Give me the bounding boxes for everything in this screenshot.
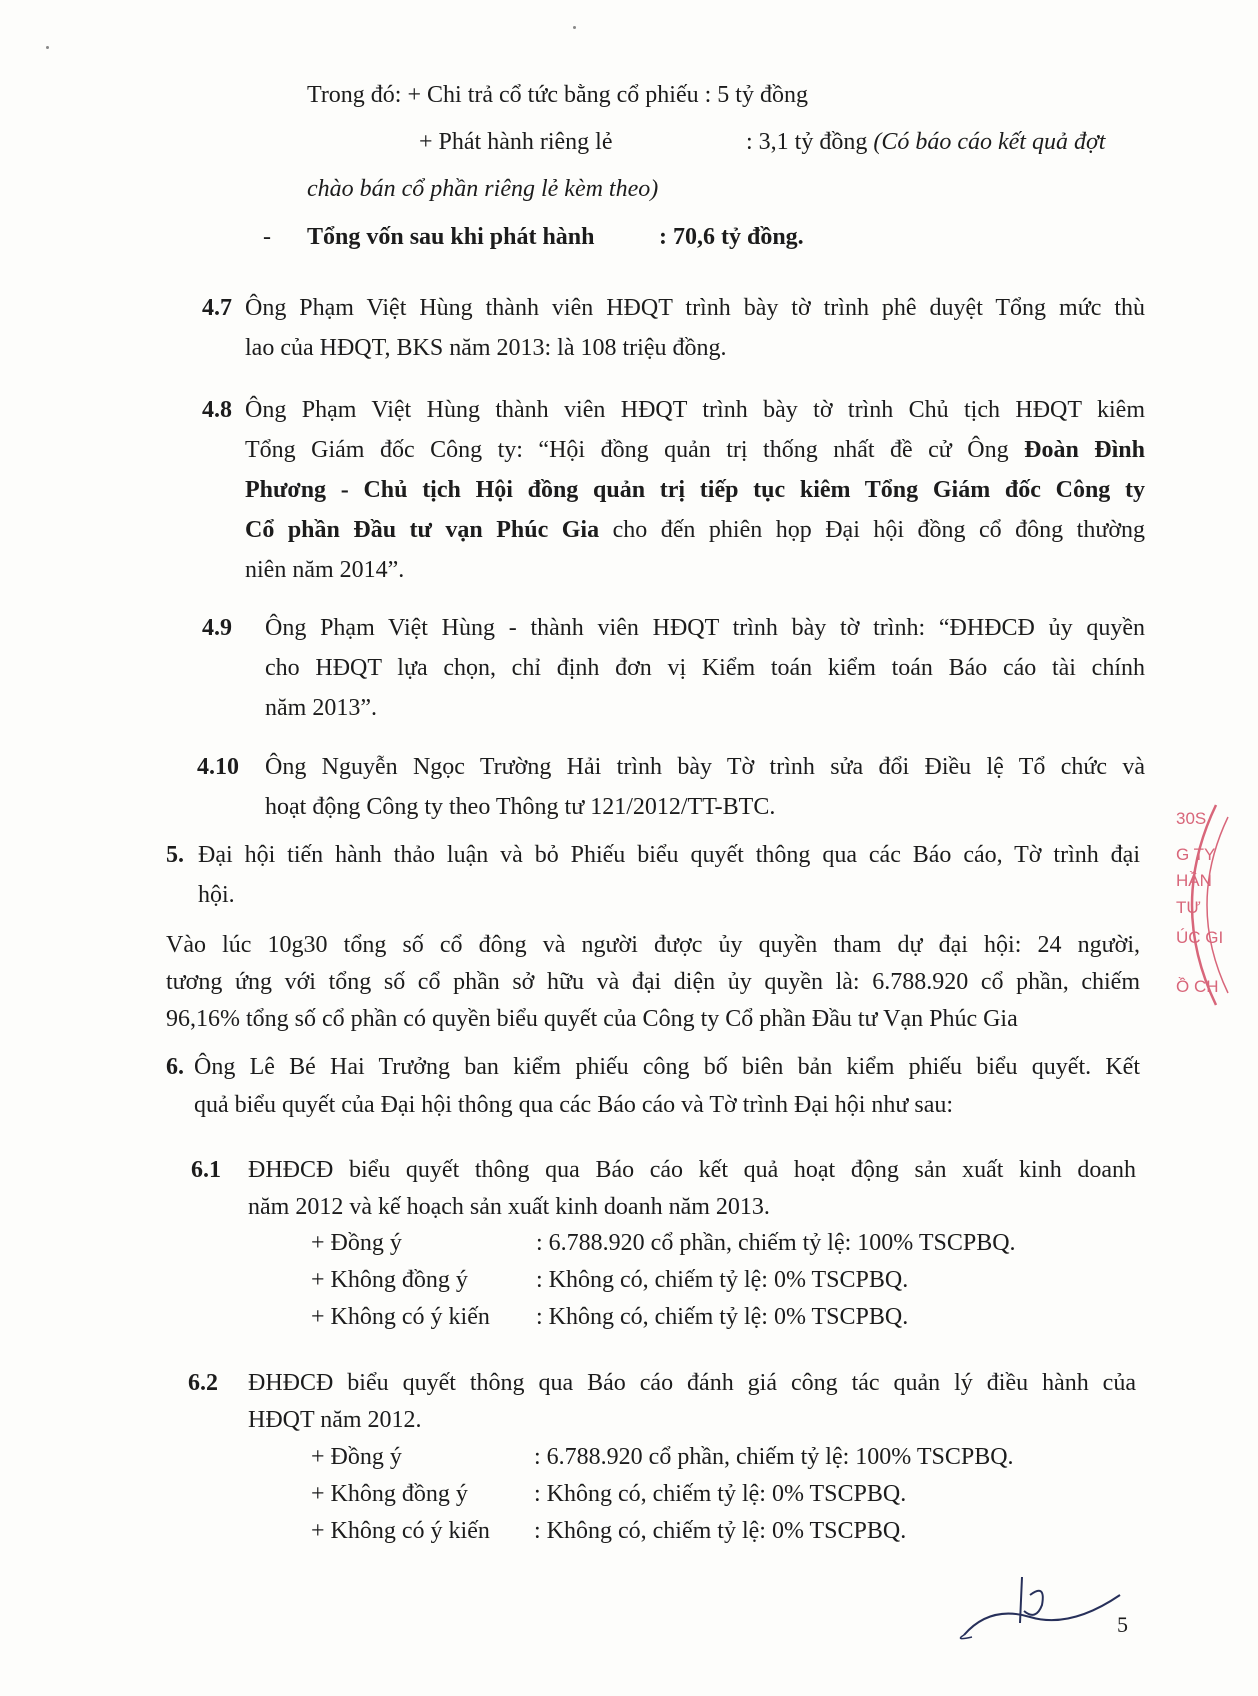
text-line: Ông Lê Bé Hai Trưởng ban kiểm phiếu công bố biên bản kiểm phiếu biểu quyết. Kết	[194, 1054, 1140, 1080]
scan-speck	[46, 46, 49, 49]
item-number: 4.10	[197, 754, 239, 780]
text-line: chào bán cổ phần riêng lẻ kèm theo)	[307, 176, 659, 202]
stamp-text: 30S	[1176, 809, 1207, 828]
text-line: quả biểu quyết của Đại hội thông qua các Báo cáo và Tờ trình Đại hội như sau:	[194, 1092, 954, 1118]
stamp-text: TƯ	[1176, 898, 1201, 917]
text-line: Ông Phạm Việt Hùng thành viên HĐQT trình bày tờ trình phê duyệt Tổng mức thù	[245, 295, 1145, 321]
vote-label: + Đồng ý	[311, 1444, 402, 1470]
text-line: Tổng vốn sau khi phát hành	[307, 224, 595, 250]
page-number: 5	[1117, 1612, 1128, 1637]
text-line: : 3,1 tỷ đồng (Có báo cáo kết quả đợt	[746, 129, 1106, 155]
text-line: : 70,6 tỷ đồng.	[659, 224, 804, 250]
text-line: ĐHĐCĐ biểu quyết thông qua Báo cáo đánh giá công tác quản lý điều hành của	[248, 1370, 1136, 1396]
vote-value: : Không có, chiếm tỷ lệ: 0% TSCPBQ.	[534, 1481, 907, 1507]
text-line: Ông Phạm Việt Hùng - thành viên HĐQT trình bày tờ trình: “ĐHĐCĐ ủy quyền	[265, 615, 1145, 641]
vote-label: + Không đồng ý	[311, 1481, 468, 1507]
text-line: Trong đó: + Chi trả cổ tức bằng cổ phiếu : 5 tỷ đồng	[307, 82, 808, 108]
stamp-text: Ồ CH	[1176, 977, 1219, 996]
list-dash: -	[263, 224, 271, 250]
text-line: 96,16% tổng số cổ phần có quyền biểu quyết của Công ty Cổ phần Đầu tư Vạn Phúc Gia	[166, 1006, 1018, 1032]
text-line: năm 2012 và kế hoạch sản xuất kinh doanh năm 2013.	[248, 1194, 770, 1220]
vote-label: + Đồng ý	[311, 1230, 402, 1256]
stamp-text: HẦN	[1176, 871, 1212, 890]
text-line: cho HĐQT lựa chọn, chỉ định đơn vị Kiểm toán kiểm toán Báo cáo tài chính	[265, 655, 1145, 681]
text-line: Ông Nguyễn Ngọc Trường Hải trình bày Tờ trình sửa đổi Điều lệ Tổ chức và	[265, 754, 1145, 780]
company-stamp	[1168, 795, 1228, 1015]
text-line: HĐQT năm 2012.	[248, 1407, 422, 1433]
text-line: Vào lúc 10g30 tổng số cổ đông và người được ủy quyền tham dự đại hội: 24 người,	[166, 932, 1140, 958]
text-line: lao của HĐQT, BKS năm 2013: là 108 triệu đồng.	[245, 335, 727, 361]
vote-value: : 6.788.920 cổ phần, chiếm tỷ lệ: 100% TSCPBQ.	[534, 1444, 1014, 1470]
item-number: 6.	[166, 1054, 184, 1080]
stamp-text: G TY	[1176, 845, 1216, 864]
text-line: + Phát hành riêng lẻ	[419, 129, 613, 155]
vote-value: : Không có, chiếm tỷ lệ: 0% TSCPBQ.	[536, 1304, 909, 1330]
text-line: hội.	[198, 882, 235, 908]
vote-label: + Không có ý kiến	[311, 1304, 490, 1330]
item-number: 6.1	[191, 1157, 221, 1183]
vote-label: + Không có ý kiến	[311, 1518, 490, 1544]
item-number: 4.8	[202, 397, 232, 423]
text-line: tương ứng với tổng số cổ phần sở hữu và đại diện ủy quyền là: 6.788.920 cổ phần, chiếm	[166, 969, 1140, 995]
text-line: Phương - Chủ tịch Hội đồng quản trị tiếp tục kiêm Tổng Giám đốc Công ty	[245, 477, 1145, 503]
vote-value: : Không có, chiếm tỷ lệ: 0% TSCPBQ.	[534, 1518, 907, 1544]
vote-value: : Không có, chiếm tỷ lệ: 0% TSCPBQ.	[536, 1267, 909, 1293]
text-line: niên năm 2014”.	[245, 557, 405, 583]
item-number: 6.2	[188, 1370, 218, 1396]
vote-value: : 6.788.920 cổ phần, chiếm tỷ lệ: 100% TSCPBQ.	[536, 1230, 1016, 1256]
scan-speck	[573, 26, 576, 29]
text-line: Cổ phần Đầu tư vạn Phúc Gia cho đến phiên họp Đại hội đồng cổ đông thường	[245, 517, 1146, 543]
text-line: Đại hội tiến hành thảo luận và bỏ Phiếu biểu quyết thông qua các Báo cáo, Tờ trình đại	[198, 842, 1140, 868]
text-line: Ông Phạm Việt Hùng thành viên HĐQT trình bày tờ trình Chủ tịch HĐQT kiêm	[245, 397, 1145, 423]
text-line: Tổng Giám đốc Công ty: “Hội đồng quản trị thống nhất đề cử Ông Đoàn Đình	[245, 437, 1146, 463]
stamp-text: ÚC GI	[1176, 928, 1224, 947]
text-line: ĐHĐCĐ biểu quyết thông qua Báo cáo kết quả hoạt động sản xuất kinh doanh	[248, 1157, 1136, 1183]
item-number: 4.9	[202, 615, 232, 641]
text-line: hoạt động Công ty theo Thông tư 121/2012/TT-BTC.	[265, 794, 776, 820]
vote-label: + Không đồng ý	[311, 1267, 468, 1293]
item-number: 4.7	[202, 295, 232, 321]
text-line: năm 2013”.	[265, 695, 377, 721]
item-number: 5.	[166, 842, 184, 868]
